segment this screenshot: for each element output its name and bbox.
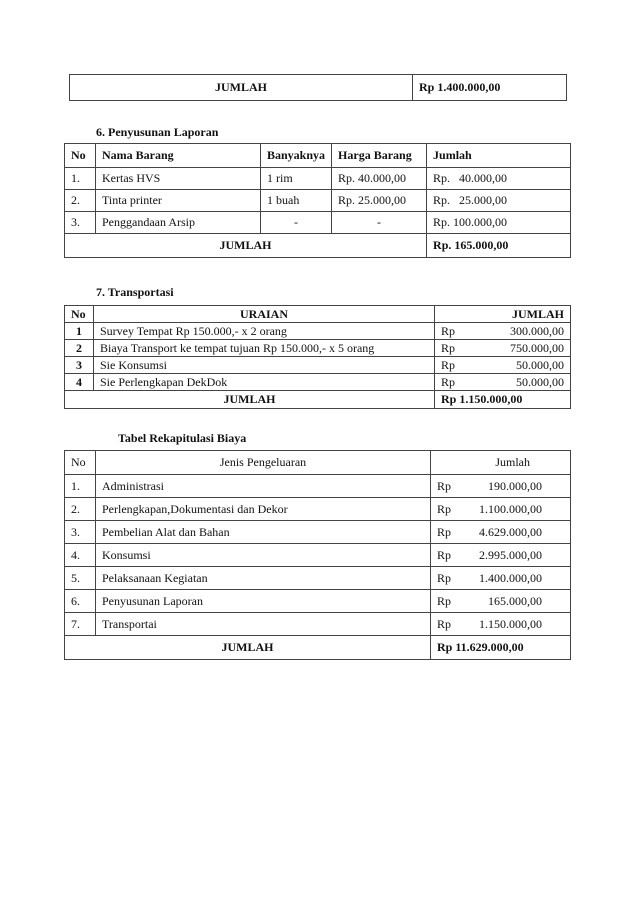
row-no: 1	[65, 323, 94, 340]
top-total-value: Rp 1.400.000,00	[413, 75, 567, 101]
row-no: 7.	[65, 613, 96, 636]
s7-total-label: JUMLAH	[65, 391, 435, 409]
s7-header-desc: URAIAN	[94, 306, 435, 323]
table-row	[65, 357, 571, 374]
row-qty: 1 rim	[261, 168, 332, 190]
row-desc: Sie Perlengkapan DekDok	[94, 374, 435, 391]
table-row	[65, 544, 571, 567]
row-no: 2	[65, 340, 94, 357]
row-desc: Pelaksanaan Kegiatan	[96, 567, 431, 590]
s6-header-no: No	[65, 144, 96, 168]
table-row	[65, 190, 571, 212]
row-currency: Rp	[441, 340, 456, 355]
row-no: 2.	[65, 498, 96, 521]
section6-table	[64, 143, 571, 258]
row-no: 5.	[65, 567, 96, 590]
row-qty: -	[261, 212, 332, 234]
s7-header-no: No	[65, 306, 94, 323]
row-desc: Survey Tempat Rp 150.000,- x 2 orang	[94, 323, 435, 340]
row-amount: 2.995.000,00	[479, 547, 542, 562]
table-row	[65, 323, 571, 340]
row-price: Rp. 25.000,00	[332, 190, 427, 212]
row-no: 2.	[65, 190, 96, 212]
row-price: -	[332, 212, 427, 234]
recap-total-value: Rp 11.629.000,00	[431, 636, 571, 660]
row-desc: Penyusunan Laporan	[96, 590, 431, 613]
row-qty: 1 buah	[261, 190, 332, 212]
row-amount: 750.000,00	[510, 340, 564, 355]
table-row	[65, 567, 571, 590]
top-total-label: JUMLAH	[70, 75, 413, 101]
table-row	[65, 521, 571, 544]
row-currency: Rp	[441, 357, 456, 372]
row-amount: 4.629.000,00	[479, 524, 542, 539]
row-currency: Rp	[437, 478, 452, 493]
row-total: Rp. 40.000,00	[427, 168, 571, 190]
table-row	[65, 590, 571, 613]
recap-header-total: Jumlah	[431, 451, 571, 475]
recap-header-no: No	[65, 451, 96, 475]
row-no: 6.	[65, 590, 96, 613]
row-desc: Biaya Transport ke tempat tujuan Rp 150.000,- x 5 orang	[94, 340, 435, 357]
row-no: 3	[65, 357, 94, 374]
s6-total-label: JUMLAH	[65, 234, 427, 258]
table-row	[65, 498, 571, 521]
row-name: Kertas HVS	[96, 168, 261, 190]
row-no: 3.	[65, 521, 96, 544]
table-row	[65, 168, 571, 190]
recap-total-label: JUMLAH	[65, 636, 431, 660]
row-total: Rp. 100.000,00	[427, 212, 571, 234]
row-desc: Pembelian Alat dan Bahan	[96, 521, 431, 544]
row-desc: Transportai	[96, 613, 431, 636]
row-name: Penggandaan Arsip	[96, 212, 261, 234]
table-row	[65, 613, 571, 636]
row-currency: Rp	[437, 570, 452, 585]
row-amount: 1.400.000,00	[479, 570, 542, 585]
row-no: 1.	[65, 168, 96, 190]
row-currency: Rp	[437, 593, 452, 608]
row-currency: Rp	[437, 501, 452, 516]
row-currency: Rp	[441, 323, 456, 338]
row-desc: Perlengkapan,Dokumentasi dan Dekor	[96, 498, 431, 521]
top-total-table	[69, 74, 567, 101]
row-amount: 190.000,00	[488, 478, 542, 493]
row-no: 3.	[65, 212, 96, 234]
row-amount: 1.100.000,00	[479, 501, 542, 516]
s6-total-value: Rp. 165.000,00	[427, 234, 571, 258]
section7-title: 7. Transportasi	[96, 285, 174, 299]
s7-header-total: JUMLAH	[435, 306, 571, 323]
recap-table	[64, 450, 571, 660]
row-currency: Rp	[437, 524, 452, 539]
s6-header-price: Harga Barang	[332, 144, 427, 168]
row-desc: Konsumsi	[96, 544, 431, 567]
row-currency: Rp	[437, 547, 452, 562]
row-amount: 50.000,00	[516, 374, 564, 389]
row-price: Rp. 40.000,00	[332, 168, 427, 190]
row-amount: 300.000,00	[510, 323, 564, 338]
recap-header-desc: Jenis Pengeluaran	[96, 451, 431, 475]
recap-title: Tabel Rekapitulasi Biaya	[118, 431, 247, 445]
row-amount: 165.000,00	[488, 593, 542, 608]
row-no: 4.	[65, 544, 96, 567]
row-desc: Sie Konsumsi	[94, 357, 435, 374]
table-row	[65, 374, 571, 391]
row-amount: 50.000,00	[516, 357, 564, 372]
row-currency: Rp	[441, 374, 456, 389]
row-amount: 1.150.000,00	[479, 616, 542, 631]
s6-header-name: Nama Barang	[96, 144, 261, 168]
s7-total-value: Rp 1.150.000,00	[435, 391, 571, 409]
section7-table	[64, 305, 571, 409]
row-total: Rp. 25.000,00	[427, 190, 571, 212]
table-row	[65, 340, 571, 357]
section6-title: 6. Penyusunan Laporan	[96, 125, 219, 139]
row-no: 4	[65, 374, 94, 391]
row-currency: Rp	[437, 616, 452, 631]
s6-header-qty: Banyaknya	[261, 144, 332, 168]
row-no: 1.	[65, 475, 96, 498]
row-name: Tinta printer	[96, 190, 261, 212]
table-row	[65, 212, 571, 234]
row-desc: Administrasi	[96, 475, 431, 498]
table-row	[65, 475, 571, 498]
s6-header-total: Jumlah	[427, 144, 571, 168]
